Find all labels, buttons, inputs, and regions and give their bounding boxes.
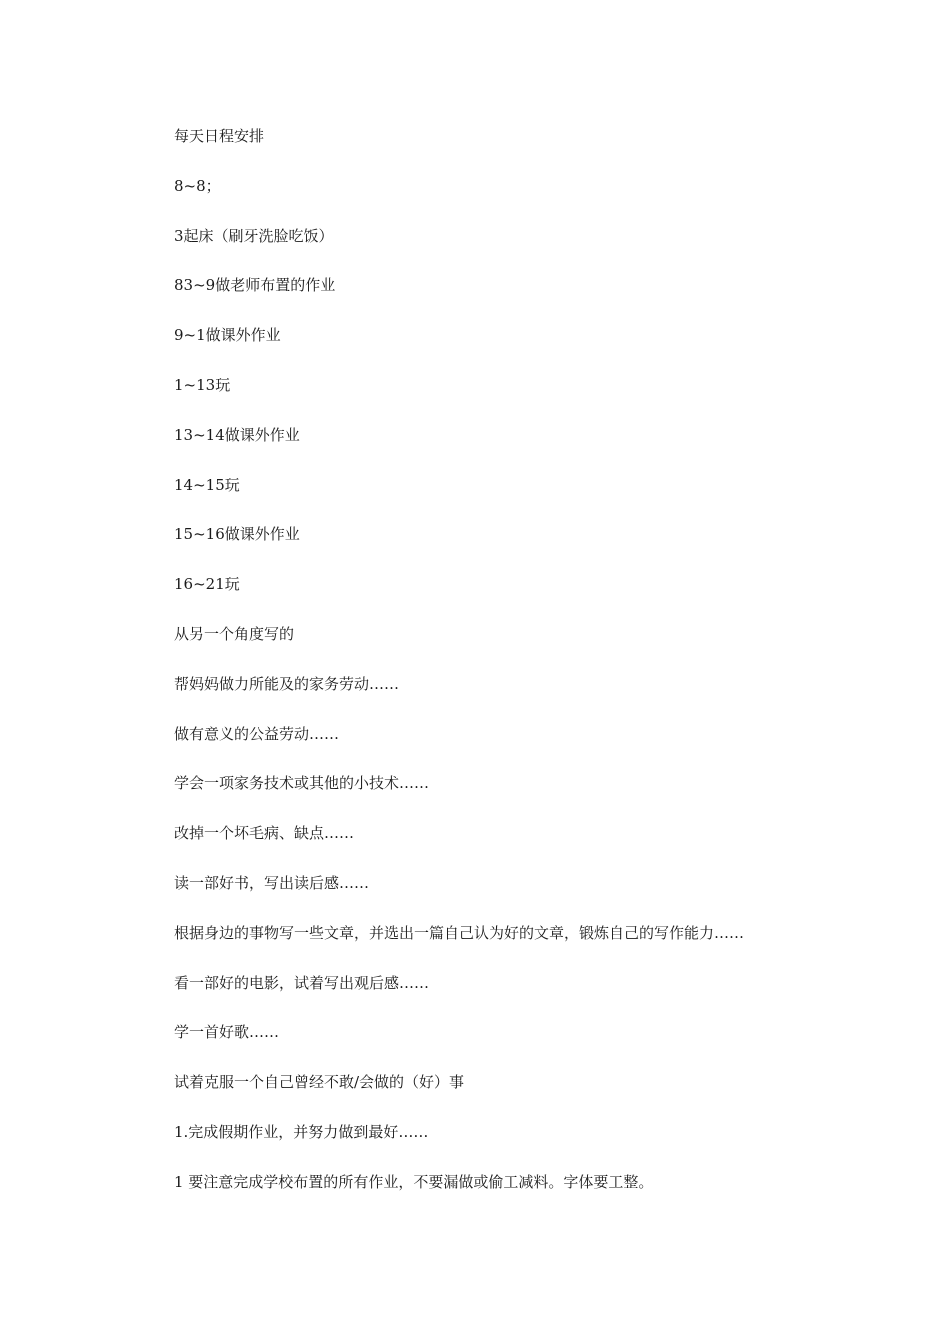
text-line: 83~9做老师布置的作业: [174, 276, 336, 295]
text-line: 1.完成假期作业，并努力做到最好……: [174, 1122, 429, 1141]
text-line: 学一首好歌……: [174, 1023, 280, 1042]
text-line: 9~1做课外作业: [174, 326, 281, 345]
text-line: 14~15玩: [174, 475, 240, 494]
page-title: 每天日程安排: [174, 127, 265, 145]
text-line: 13~14做课外作业: [174, 425, 300, 444]
text-line: 15~16做课外作业: [174, 525, 300, 544]
text-line: 1~13玩: [174, 375, 231, 394]
text-line: 根据身边的事物写一些文章，并选出一篇自己认为好的文章，锻炼自己的写作能力……: [174, 923, 745, 942]
text-line: 改掉一个坏毛病、缺点……: [174, 824, 355, 843]
text-line: 读一部好书，写出读后感……: [174, 873, 370, 892]
text-line: 做有意义的公益劳动……: [174, 724, 340, 743]
text-line: 看一部好的电影，试着写出观后感……: [174, 973, 430, 992]
text-line: 8~8；: [174, 176, 221, 195]
document-body: [174, 124, 874, 1220]
text-line: 帮妈妈做力所能及的家务劳动……: [174, 674, 400, 693]
text-line: 3起床（刷牙洗脸吃饭）: [174, 226, 334, 245]
text-line: 1 要注意完成学校布置的所有作业，不要漏做或偷工减料。字体要工整。: [174, 1172, 654, 1191]
text-line: 试着克服一个自己曾经不敢/会做的（好）事: [174, 1073, 465, 1092]
section-heading: 从另一个角度写的: [174, 624, 295, 643]
text-line: 16~21玩: [174, 575, 240, 594]
text-line: 学会一项家务技术或其他的小技术……: [174, 774, 430, 793]
